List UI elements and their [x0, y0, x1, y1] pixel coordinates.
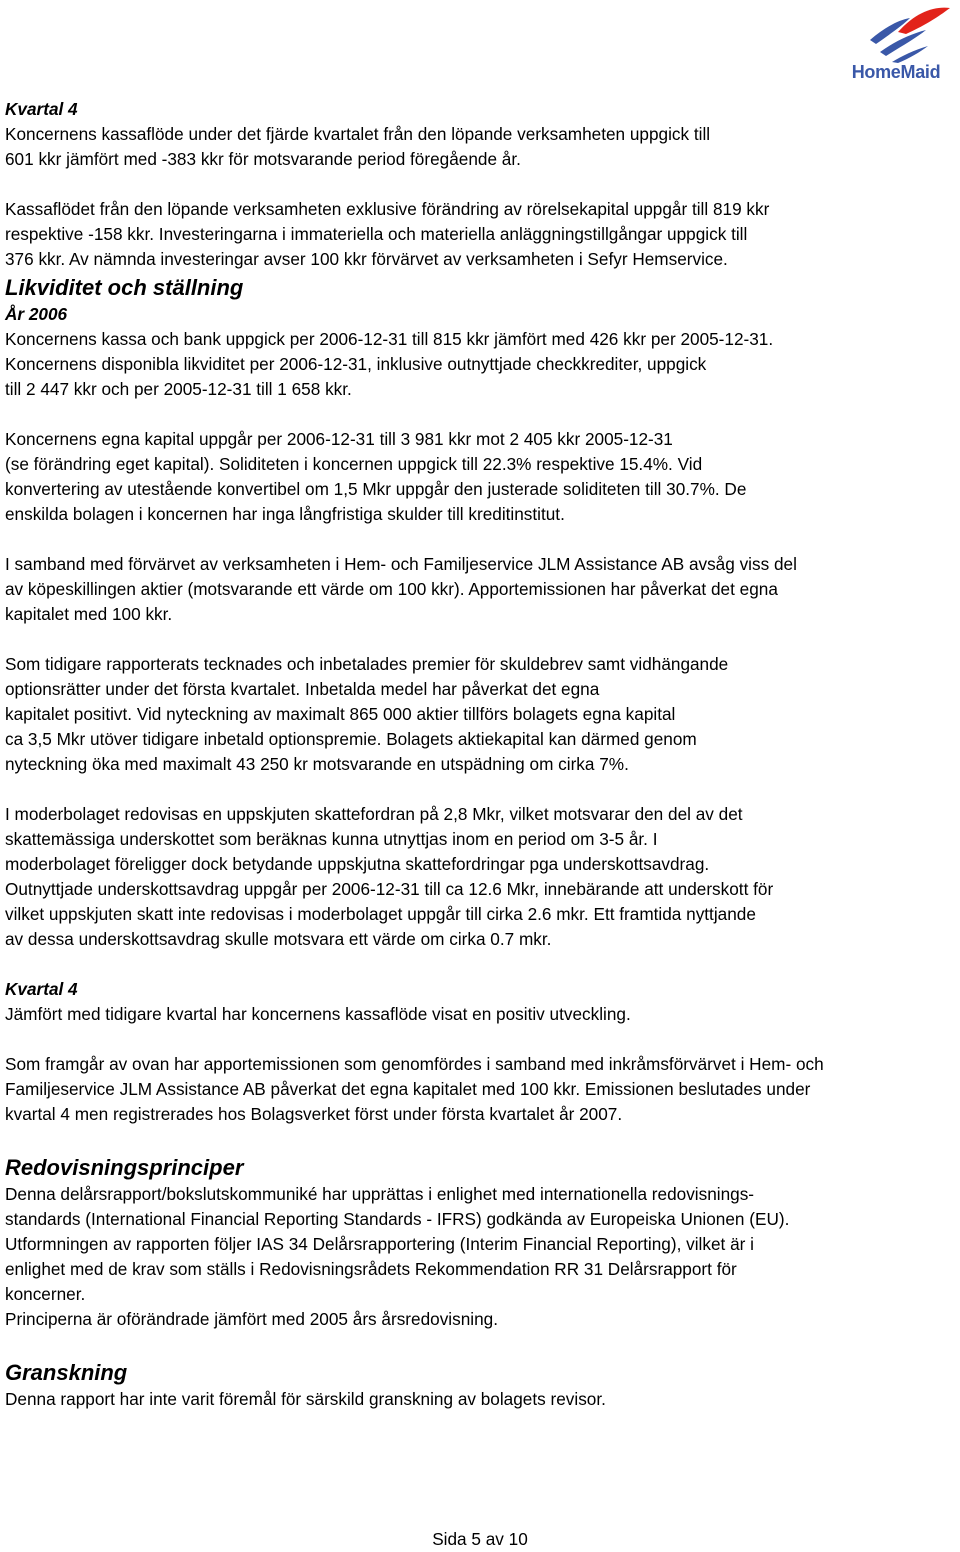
- equity-line: Koncernens egna kapital uppgår per 2006-12-31 till 3 981 kkr mot 2 405 kkr 2005-12-31: [5, 429, 673, 449]
- options-line: optionsrätter under det första kvartalet. Inbetalda medel har påverkat det egna: [5, 679, 600, 699]
- tax-line: av dessa underskottsavdrag skulle motsvara ett värde om cirka 0.7 mkr.: [5, 929, 552, 949]
- tax-line: Outnyttjade underskottsavdrag uppgår per 2006-12-31 till ca 12.6 Mkr, innebärande att underskott för: [5, 879, 774, 899]
- document-body: [5, 97, 955, 1412]
- principles-line: Principerna är oförändrade jämfört med 2005 års årsredovisning.: [5, 1309, 498, 1329]
- q4-heading-2: Kvartal 4: [5, 979, 78, 999]
- principles-line: Utformningen av rapporten följer IAS 34 Delårsrapportering (Interim Financial Reporting), vilket är i: [5, 1234, 754, 1254]
- principles-line: koncerner.: [5, 1284, 86, 1304]
- homemaid-logo-text: HomeMaid: [851, 62, 941, 82]
- tax-line: I moderbolaget redovisas en uppskjuten skattefordran på 2,8 Mkr, vilket motsvarar den del av det: [5, 804, 743, 824]
- equity-line: (se förändring eget kapital). Soliditeten i koncernen uppgick till 22.3% respektive 15.4%. Vid: [5, 454, 703, 474]
- options-line: kapitalet positivt. Vid nyteckning av maximalt 865 000 aktier tillförs bolagets egna kapital: [5, 704, 676, 724]
- principles-heading: Redovisningsprinciper: [5, 1155, 244, 1180]
- q4-line: Koncernens kassaflöde under det fjärde kvartalet från den löpande verksamheten uppgick till: [5, 124, 711, 144]
- options-line: ca 3,5 Mkr utöver tidigare inbetald optionspremie. Bolagets aktiekapital kan därmed genom: [5, 729, 697, 749]
- q4-b-line: kvartal 4 men registrerades hos Bolagsverket först under första kvartalet år 2007.: [5, 1104, 623, 1124]
- equity-line: konvertering av utestående konvertibel om 1,5 Mkr uppgår den justerade soliditeten till 30.7%. De: [5, 479, 747, 499]
- equity-line: enskilda bolagen i koncernen har inga långfristiga skulder till kreditinstitut.: [5, 504, 565, 524]
- liquidity-heading: Likviditet och ställning: [5, 275, 244, 300]
- liquidity-line: till 2 447 kkr och per 2005-12-31 till 1 658 kkr.: [5, 379, 352, 399]
- tax-line: skattemässiga underskottet som beräknas kunna utnyttjas inom en period om 3-5 år. I: [5, 829, 658, 849]
- acquisition-line: kapitalet med 100 kkr.: [5, 604, 173, 624]
- q4-b-line: Familjeservice JLM Assistance AB påverkat det egna kapitalet med 100 kkr. Emissionen beslutades under: [5, 1079, 811, 1099]
- year-subheading: År 2006: [5, 304, 68, 324]
- cashflow-line: 376 kkr. Av nämnda investeringar avser 100 kkr förvärvet av verksamheten i Sefyr Hemservice.: [5, 249, 728, 269]
- audit-line: Denna rapport har inte varit föremål för särskild granskning av bolagets revisor.: [5, 1389, 606, 1409]
- q4-line: 601 kkr jämfört med -383 kkr för motsvarande period föregående år.: [5, 149, 521, 169]
- homemaid-logo: [836, 2, 956, 84]
- audit-heading: Granskning: [5, 1360, 128, 1385]
- cashflow-line: respektive -158 kkr. Investeringarna i immateriella och materiella anläggningstillgångar uppgick till: [5, 224, 748, 244]
- options-line: Som tidigare rapporterats tecknades och inbetalades premier för skuldebrev samt vidhängande: [5, 654, 729, 674]
- q4-heading-1: Kvartal 4: [5, 99, 78, 119]
- principles-line: enlighet med de krav som ställs i Redovisningsrådets Rekommendation RR 31 Delårsrapport för: [5, 1259, 737, 1279]
- acquisition-line: av köpeskillingen aktier (motsvarande ett värde om 100 kkr). Apportemissionen har påverkat det egna: [5, 579, 778, 599]
- liquidity-line: Koncernens disponibla likviditet per 2006-12-31, inklusive outnyttjade checkkrediter, uppgick: [5, 354, 707, 374]
- acquisition-line: I samband med förvärvet av verksamheten i Hem- och Familjeservice JLM Assistance AB avsåg viss del: [5, 554, 797, 574]
- principles-line: standards (International Financial Reporting Standards - IFRS) godkända av Europeiska Unionen (EU).: [5, 1209, 790, 1229]
- cashflow-line: Kassaflödet från den löpande verksamheten exklusive förändring av rörelsekapital uppgår till 819 kkr: [5, 199, 770, 219]
- tax-line: moderbolaget föreligger dock betydande uppskjutna skattefordringar pga underskottsavdrag.: [5, 854, 710, 874]
- q4-b-line: Jämfört med tidigare kvartal har koncernens kassaflöde visat en positiv utveckling.: [5, 1004, 631, 1024]
- options-line: nyteckning öka med maximalt 43 250 kr motsvarande en utspädning om cirka 7%.: [5, 754, 629, 774]
- homemaid-logo-mark: [836, 2, 956, 64]
- liquidity-line: Koncernens kassa och bank uppgick per 2006-12-31 till 815 kkr jämfört med 426 kkr per 2005-12-31.: [5, 329, 774, 349]
- page-number: Sida 5 av 10: [432, 1529, 528, 1549]
- tax-line: vilket uppskjuten skatt inte redovisas i moderbolaget uppgår till cirka 2.6 mkr. Ett framtida nyttjande: [5, 904, 756, 924]
- principles-line: Denna delårsrapport/bokslutskommuniké har upprättas i enlighet med internationella redovisnings-: [5, 1184, 755, 1204]
- q4-b-line: Som framgår av ovan har apportemissionen som genomfördes i samband med inkråmsförvärvet i Hem- och: [5, 1054, 824, 1074]
